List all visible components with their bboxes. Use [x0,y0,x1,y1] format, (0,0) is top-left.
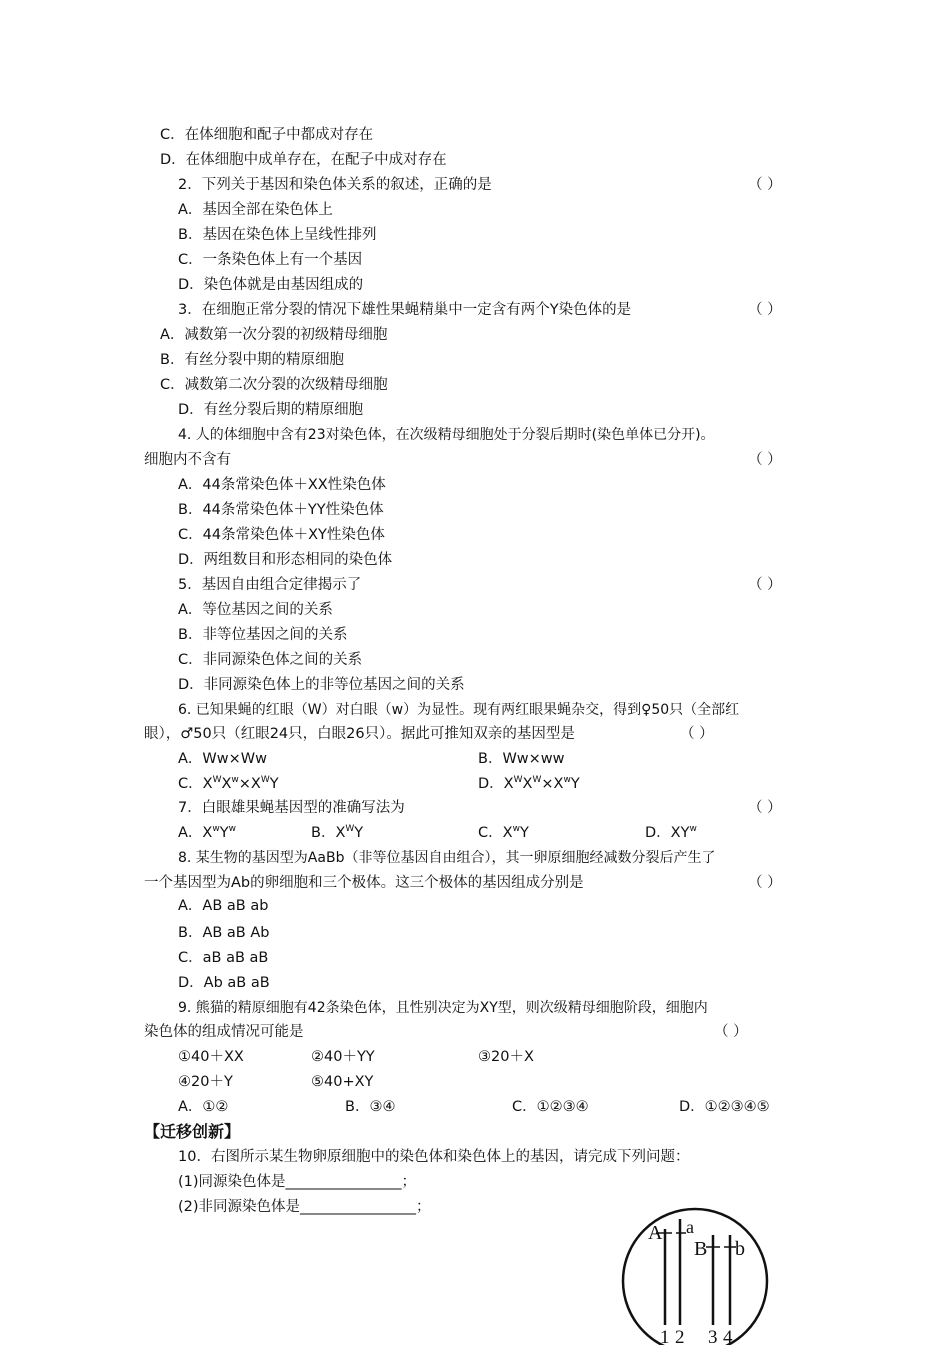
q2-option-d: D．染色体就是由基因组成的 [178,277,364,293]
chromosome-figure [620,1205,770,1345]
q9-option-a: A．①② [178,1099,229,1115]
q4-option-b: B．44条常染色体＋YY性染色体 [178,502,384,518]
q5-option-d: D．非同源染色体上的非等位基因之间的关系 [178,677,465,693]
q9-stem: 9. 熊猫的精原细胞有42条染色体，且性别决定为XY型，则次级精母细胞阶段，细胞内 [178,1000,708,1016]
q7-option-d: D．$XY^w$ [645,824,697,841]
q1-option-c: C．在体细胞和配子中都成对存在 [160,127,374,143]
q9-option-d: D．①②③④⑤ [679,1099,770,1115]
chromosome-number-3: 3 [708,1327,718,1345]
q6-option-a: A．Ww×Ww [178,751,267,767]
q9-answer-paren[interactable]: （ ） [714,1024,748,1040]
q3-answer-paren[interactable]: （ ） [748,302,782,318]
q2-stem: 2．下列关于基因和染色体关系的叙述，正确的是 [178,177,492,193]
q8-option-a: A．AB aB ab [178,898,269,914]
q3-option-c: C．减数第二次分裂的次级精母细胞 [160,377,388,393]
q5-option-c: C．非同源染色体之间的关系 [178,652,363,668]
q1-option-d: D．在体细胞中成单存在，在配子中成对存在 [160,152,447,168]
q8-option-b: B．AB aB Ab [178,925,270,941]
gene-label-B: B [694,1238,708,1260]
q7-stem: 7．白眼雄果蝇基因型的准确写法为 [178,800,405,816]
q5-answer-paren[interactable]: （ ） [748,577,782,593]
q6-stem: 6. 已知果蝇的红眼（W）对白眼（w）为显性。现有两红眼果蝇杂交，得到♀50只（全部红 [178,702,740,718]
q8-stem: 8. 某生物的基因型为AaBb（非等位基因自由组合），其一卵原细胞经减数分裂后产生了 [178,850,716,866]
q6-option-b: B．Ww×ww [478,751,565,767]
q3-option-d: D．有丝分裂后期的精原细胞 [178,402,364,418]
q4-option-a: A．44条常染色体＋XX性染色体 [178,477,386,493]
q3-option-a: A．减数第一次分裂的初级精母细胞 [160,327,388,343]
q5-option-a: A．等位基因之间的关系 [178,602,333,618]
q7-option-c: C．$X^wY$ [478,824,529,841]
q4-answer-paren[interactable]: （ ） [748,452,782,468]
q5-option-b: B．非等位基因之间的关系 [178,627,348,643]
gene-label-A: A [648,1222,663,1244]
q9-option-b: B．③④ [345,1099,396,1115]
q4-stem-cont: 细胞内不含有 [144,452,231,468]
q7-option-b: B．$X^WY$ [311,824,364,841]
q9-option-c: C．①②③④ [512,1099,589,1115]
q9-item-1: ①40＋XX [178,1049,244,1065]
q8-option-d: D．Ab aB aB [178,975,270,991]
chromosome-number-4: 4 [723,1327,733,1345]
q5-stem: 5．基因自由组合定律揭示了 [178,577,362,593]
q10-blank-2[interactable]: (2)非同源染色体是________________； [178,1199,431,1215]
gene-label-a: a [686,1217,694,1237]
cell-circle [623,1209,767,1345]
q3-stem: 3．在细胞正常分裂的情况下雄性果蝇精巢中一定含有两个Y染色体的是 [178,302,632,318]
q7-option-a: A．$X^wY^w$ [178,824,236,841]
gene-label-b: b [735,1238,745,1260]
chromosome-number-1: 1 [660,1327,670,1345]
section-heading: 【迁移创新】 [144,1122,241,1141]
q10-stem: 10．右图所示某生物卵原细胞中的染色体和染色体上的基因，请完成下列问题： [178,1149,690,1165]
q4-stem: 4. 人的体细胞中含有23对染色体，在次级精母细胞处于分裂后期时(染色单体已分开)。 [178,427,715,443]
q9-item-3: ③20＋X [478,1049,534,1065]
q8-stem-cont: 一个基因型为Ab的卵细胞和三个极体。这三个极体的基因组成分别是 [144,875,584,891]
q10-blank-1[interactable]: (1)同源染色体是________________； [178,1174,417,1190]
q6-option-c: C．$X^WX^w\times X^WY$ [178,775,279,792]
chromosome-number-2: 2 [675,1327,685,1345]
q9-stem-cont: 染色体的组成情况可能是 [144,1024,304,1040]
q6-option-d: D．$X^WX^W\times X^wY$ [478,775,580,792]
q2-option-a: A．基因全部在染色体上 [178,202,333,218]
q9-item-4: ④20＋Y [178,1074,233,1090]
q2-answer-paren[interactable]: （ ） [748,177,782,193]
q9-item-5: ⑤40+XY [311,1074,374,1090]
q8-answer-paren[interactable]: （ ） [748,875,782,891]
q8-option-c: C．aB aB aB [178,950,269,966]
q2-option-c: C．一条染色体上有一个基因 [178,252,363,268]
q4-option-d: D．两组数目和形态相同的染色体 [178,552,393,568]
q2-option-b: B．基因在染色体上呈线性排列 [178,227,377,243]
q9-item-2: ②40＋YY [311,1049,375,1065]
q7-answer-paren[interactable]: （ ） [748,800,782,816]
q6-stem-cont: 眼），♂50只（红眼24只，白眼26只）。据此可推知双亲的基因型是 [144,726,575,742]
q3-option-b: B．有丝分裂中期的精原细胞 [160,352,344,368]
q6-answer-paren[interactable]: （ ） [680,726,714,742]
q4-option-c: C．44条常染色体＋XY性染色体 [178,527,385,543]
